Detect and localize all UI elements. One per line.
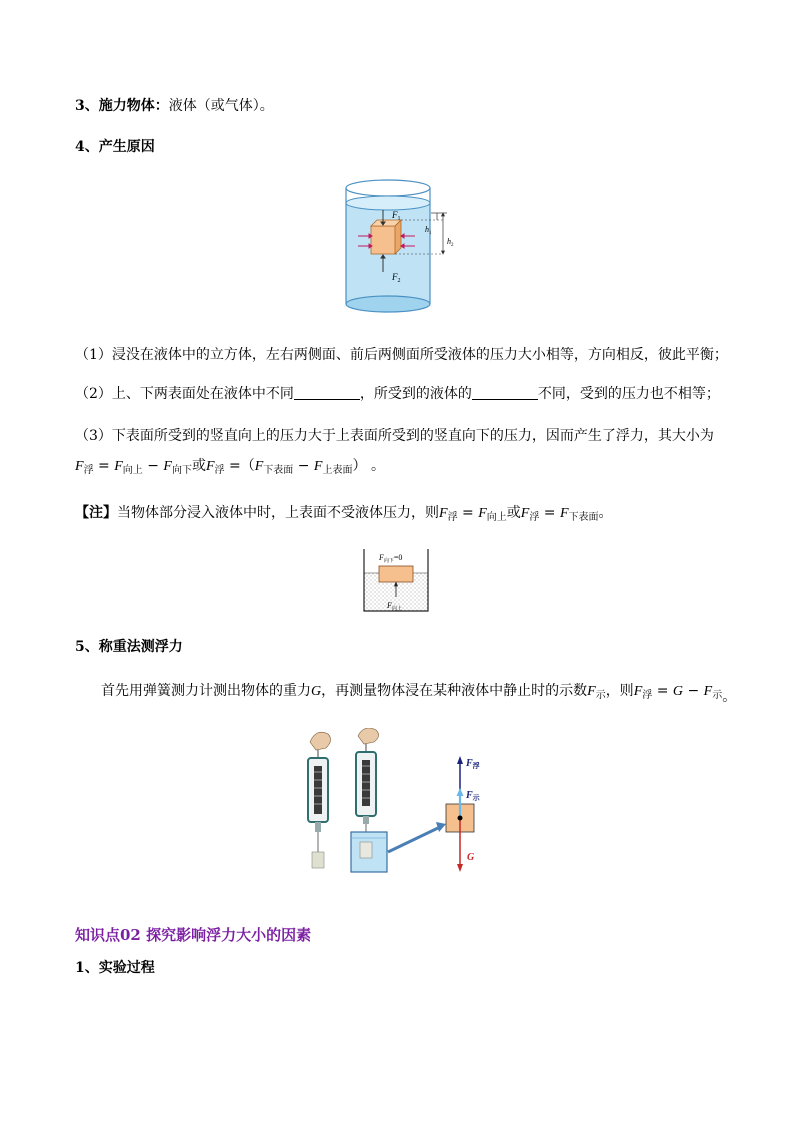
h1-label: $h_1$ [425, 225, 432, 236]
hand-icon [310, 732, 331, 750]
f1-label: $F_1$ [392, 210, 401, 222]
cylinder-rim [346, 180, 430, 196]
cylinder-cube-figure [343, 178, 463, 318]
g-label: G [467, 852, 475, 863]
spring-scale-figure [296, 728, 496, 876]
section-5-title: 5、称重法测浮力 [75, 639, 183, 655]
cylinder-base [346, 296, 430, 312]
knowledge-point-02-title: 知识点02 探究影响浮力大小的因素 [75, 926, 312, 944]
note-line: 【注】当物体部分浸入液体中时，上表面不受液体压力，则$F_浮 = F_{向上}$或$F_浮 = F_{下表面}$。 [75, 505, 613, 523]
submerged-object [360, 842, 372, 858]
note-label: 【注】 [75, 505, 117, 521]
pointer-arrow [436, 822, 446, 832]
f-shi-arrow [457, 788, 464, 796]
blank-depth [294, 385, 360, 400]
section-3-text: 液体（或气体）。 [168, 98, 274, 114]
spring-scale-left [308, 732, 331, 868]
f-fu-arrow [457, 756, 463, 764]
partial-immersion-figure [362, 547, 430, 615]
h2-label: $h_2$ [447, 237, 454, 248]
f-shi-label: $F_示$ [466, 790, 480, 802]
spring-scale-right [351, 728, 387, 872]
section-4-title: 4、产生原因 [75, 139, 155, 155]
water-surface [346, 196, 430, 210]
f-down-label: $F_{向下}=0$ [379, 553, 403, 564]
block [379, 566, 413, 582]
blank-pressure [472, 385, 538, 400]
f2-label: $F_2$ [392, 272, 401, 284]
weight-object [312, 852, 324, 868]
g-arrow [457, 864, 463, 872]
f-fu-label: $F_浮$ [466, 758, 480, 770]
paragraph-5: 首先用弹簧测力计测出物体的重力G，再测量物体浸在某种液体中静止时的示数$F_示$，则$F_浮 = G - F_示$。 [101, 683, 737, 705]
cube [371, 226, 395, 254]
paragraph-1: （1）浸没在液体中的立方体，左右两侧面、前后两侧面所受液体的压力大小相等，方向相反，彼此平衡； [75, 347, 728, 363]
section-3-line [75, 96, 274, 116]
experiment-process-title: 1、实验过程 [75, 960, 155, 976]
buoyancy-formula: $F_浮 = F_{向上} - F_{向下}$或$F_浮 =(F_{下表面} - F_{上表面})$ 。 [75, 458, 385, 476]
section-3-label: 3、施力物体： [75, 98, 169, 114]
paragraph-2: （2）上、下两表面处在液体中不同 ，所受到的液体的 不同，受到的压力也不相等； [75, 386, 720, 402]
hand-icon [358, 728, 379, 744]
f-up-label: $F_{向上}$ [387, 601, 402, 612]
paragraph-3: （3）下表面所受到的竖直向上的压力大于上表面所受到的竖直向下的压力，因而产生了浮力，其大小为 [75, 428, 714, 444]
